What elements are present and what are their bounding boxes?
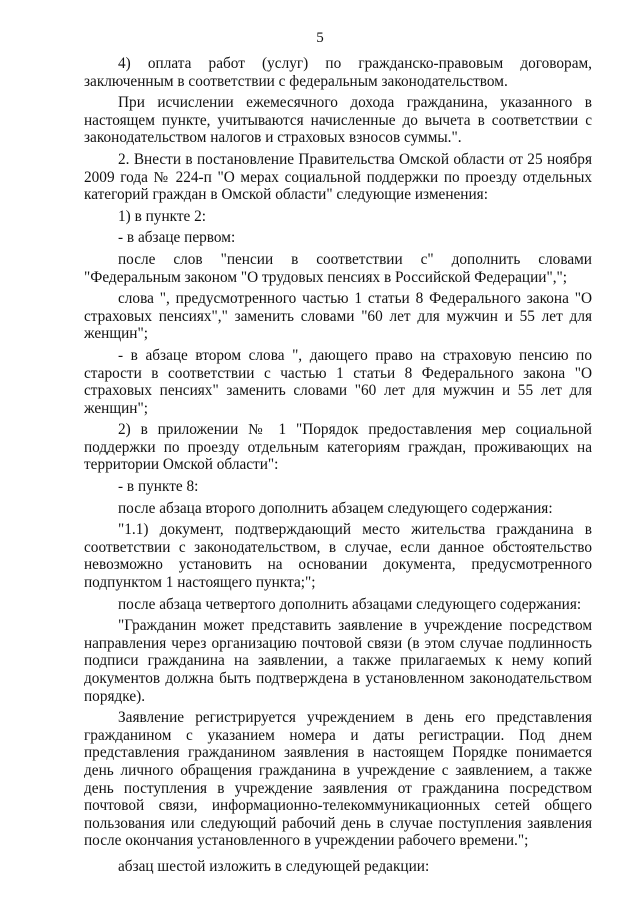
paragraph-after-clause-2: после абзаца второго дополнить абзацем следующего содержания: bbox=[118, 499, 553, 517]
paragraph-registration: Заявление регистрируется учреждением в день его представления гражданином с указанием номера и даты регистрации. Под днем представления гражданином заявления в настоящем Порядке понимается день личного обращения гражданина в учреждение с заявлением, а также день поступления в учреждение заявления от гражданина посредством почтовой связи, информационно-телекоммуникационных сетей общего пользования или следующий рабочий день в случае поступления заявления после окончания установленного в учреждении рабочего времени."; bbox=[84, 709, 592, 850]
paragraph-point-2: 1) в пункте 2: bbox=[118, 207, 207, 225]
paragraph-after-words: после слов "пенсии в соответствии с" дополнить словами "Федеральным законом "О трудовых пенсиях в Российской Федерации","; bbox=[84, 250, 592, 286]
paragraph-residence-document: "1.1) документ, подтверждающий место жительства гражданина в соответствии с законодательством, в случае, если данное обстоятельство невозможно установить на основании документа, предусмотренного подпунктом 1 настоящего пункта;"; bbox=[84, 521, 592, 592]
paragraph-first-clause: - в абзаце первом: bbox=[118, 229, 236, 247]
paragraph-income-calculation: При исчислении ежемесячного дохода гражданина, указанного в настоящем пункте, учитываются начисленные до вычета в соответствии с законодательством налогов и страховых взносов суммы.". bbox=[84, 94, 592, 147]
paragraph-replace-words: слова ", предусмотренного частью 1 статьи 8 Федерального закона "О страховых пенсиях"," заменить словами "60 лет для мужчин и 55 лет для женщин"; bbox=[84, 290, 592, 343]
paragraph-point-8: - в пункте 8: bbox=[118, 478, 199, 496]
paragraph-amend-resolution: 2. Внести в постановление Правительства Омской области от 25 ноября 2009 года № 224-п "О мерах социальной поддержки по проезду отдельных категорий граждан в Омской области" следующие изменения: bbox=[84, 150, 592, 204]
paragraph-second-clause: - в абзаце втором слова ", дающего право на страховую пенсию по старости в соответствии с частью 1 статьи 8 Федерального закона "О страховых пенсиях" заменить словами "60 лет для мужчин и 55 лет для женщин"; bbox=[84, 346, 592, 417]
paragraph-postal-submission: "Гражданин может представить заявление в учреждение посредством направления через организацию почтовой связи (в этом случае подлинность подписи гражданина на заявлении, а также прилагаемых к нему копий документов должна быть подтверждена в установленном законодательством порядке). bbox=[84, 617, 592, 705]
page-number: 5 bbox=[316, 30, 324, 46]
paragraph-item-4-payment: 4) оплата работ (услуг) по гражданско-правовым договорам, заключенным в соответствии с федеральным законодательством. bbox=[84, 55, 592, 90]
paragraph-appendix-1: 2) в приложении № 1 "Порядок предоставления мер социальной поддержки по проезду отдельным категориям граждан, проживающих на территории Омской области": bbox=[84, 421, 592, 474]
paragraph-clause-6: абзац шестой изложить в следующей редакции: bbox=[118, 857, 430, 875]
document-body bbox=[84, 55, 592, 876]
paragraph-after-clause-4: после абзаца четвертого дополнить абзацами следующего содержания: bbox=[118, 595, 582, 613]
